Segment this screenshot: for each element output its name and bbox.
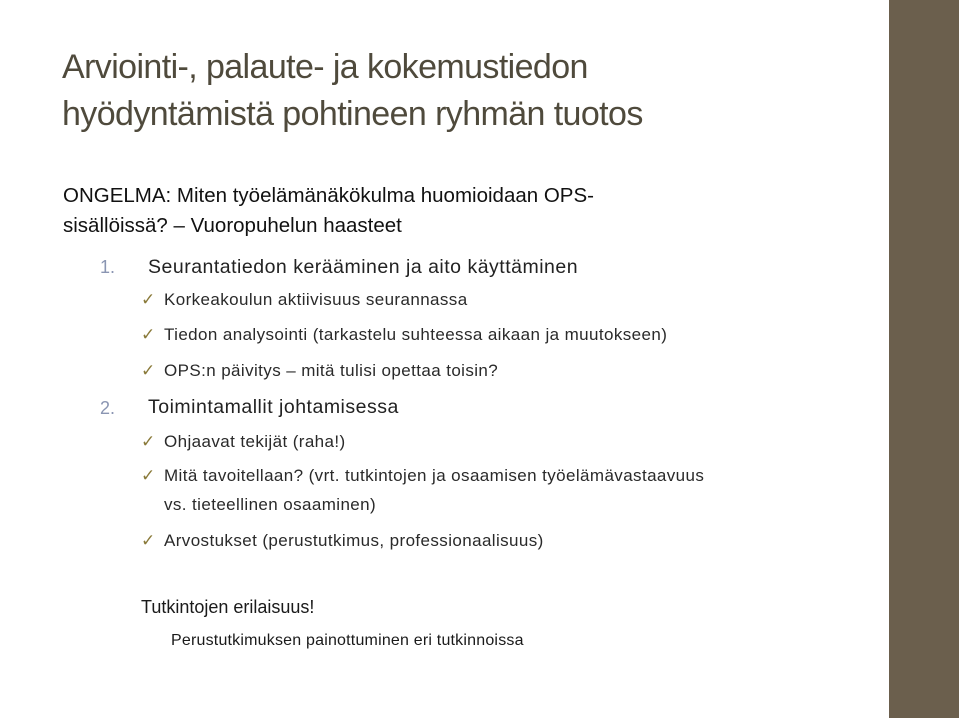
check-icon: ✓ (141, 325, 156, 345)
footer-note-2: Perustutkimuksen painottuminen eri tutkinnoissa (171, 632, 524, 649)
check-icon: ✓ (141, 432, 156, 452)
slide-title (62, 44, 643, 138)
check-icon: ✓ (141, 531, 156, 551)
problem-statement (63, 181, 783, 241)
item-2-bullet-3: Arvostukset (perustutkimus, professionaalisuus) (164, 531, 544, 550)
item-2-bullet-1: Ohjaavat tekijät (raha!) (164, 432, 346, 451)
check-icon: ✓ (141, 361, 156, 381)
title-line-1: Arviointi-, palaute- ja kokemustiedon (62, 48, 588, 86)
side-accent-bar (889, 0, 959, 718)
item-1-bullet-3: OPS:n päivitys – mitä tulisi opettaa toisin? (164, 361, 499, 380)
check-icon: ✓ (141, 466, 156, 486)
item-1-bullet-2: Tiedon analysointi (tarkastelu suhteessa aikaan ja muutokseen) (164, 325, 668, 344)
check-icon: ✓ (141, 290, 156, 310)
problem-line-2: sisällöissä? – Vuoropuhelun haasteet (63, 214, 402, 237)
title-line-2: hyödyntämistä pohtineen ryhmän tuotos (62, 95, 643, 133)
problem-line-1: ONGELMA: Miten työelämänäkökulma huomioidaan OPS- (63, 184, 594, 207)
item-1-label: Seurantatiedon kerääminen ja aito käyttäminen (148, 256, 579, 278)
footer-note-1: Tutkintojen erilaisuus! (141, 597, 315, 617)
item-2-bullet-2: Mitä tavoitellaan? (vrt. tutkintojen ja osaamisen työelämävastaavuus (164, 466, 705, 485)
item-2-bullet-2-continued: vs. tieteellinen osaaminen) (164, 495, 377, 514)
item-1-number: 1. (100, 257, 116, 277)
item-2-number: 2. (100, 398, 116, 418)
item-2-label: Toimintamallit johtamisessa (148, 396, 399, 418)
item-1-bullet-1: Korkeakoulun aktiivisuus seurannassa (164, 290, 468, 309)
